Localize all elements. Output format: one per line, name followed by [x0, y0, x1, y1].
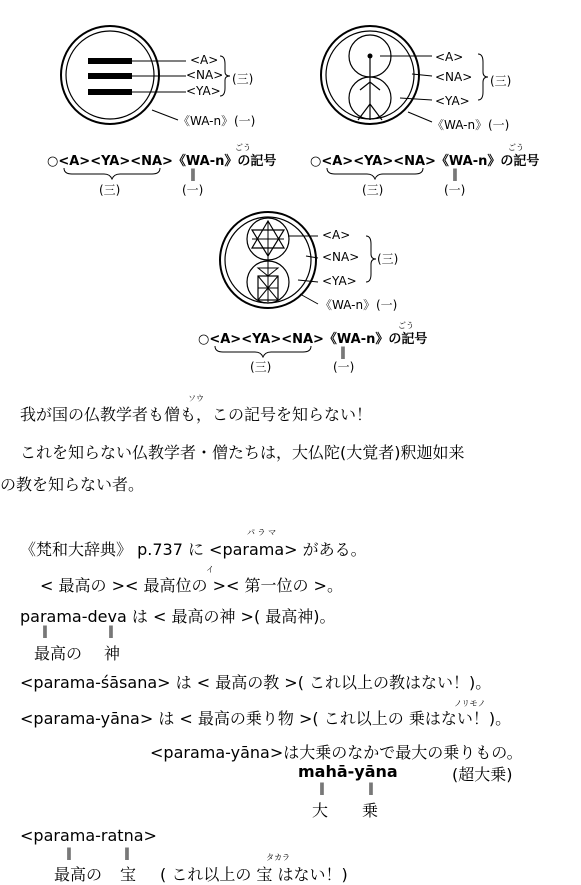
d1-sub-one: (一)	[182, 183, 204, 197]
d1-eq: ‖	[190, 167, 196, 181]
d3-sub-one: (一)	[333, 360, 355, 374]
d3-label-wan: 《WA-n》	[320, 298, 376, 312]
d3-brace	[213, 344, 313, 358]
d1-label-three: (三)	[232, 72, 254, 86]
d3-label-a: <A>	[322, 228, 351, 242]
d2-label-a: <A>	[435, 50, 464, 64]
d2-brace	[325, 166, 425, 180]
deva-line: parama-deva は < 最高の神 >( 最高神)。	[20, 607, 336, 626]
d2-caption: ○<A><YA><NA>《WA-n》の記号	[310, 154, 540, 169]
d3-label-three: (三)	[377, 252, 399, 266]
d2-label-na: <NA>	[435, 70, 473, 84]
deva-gloss2: 神	[104, 644, 121, 663]
d3-label-one: (一)	[376, 298, 398, 312]
deva-eq2: ‖	[108, 624, 114, 638]
super-great-vehicle: (超大乗)	[452, 765, 513, 784]
ratna-line: <parama-ratna>	[20, 826, 157, 845]
ref-line: 《梵和大辞典》 p.737 に <parama> がある。	[20, 540, 367, 559]
d2-caption-ruby: ごう	[508, 143, 524, 152]
ratna-gloss2: 宝	[120, 865, 137, 884]
deva-gloss1: 最高の	[34, 644, 83, 663]
p1-line2: これを知らない仏教学者・僧たちは，大仏陀(大覚者)釈迦如来	[20, 443, 465, 462]
ratna-gloss1: 最高の	[54, 865, 103, 884]
ratna-eq1: ‖	[66, 846, 72, 860]
d3-label-ya: <YA>	[322, 274, 357, 288]
d1-label-one: (一)	[234, 114, 256, 128]
maha-eq: ‖	[319, 781, 325, 795]
ref-ruby: パ ラ マ	[247, 528, 277, 537]
d3-eq: ‖	[340, 345, 346, 359]
d1-label-a: <A>	[190, 53, 219, 67]
yana-eq: ‖	[368, 781, 374, 795]
bar-a	[88, 58, 132, 64]
ratna-eq2: ‖	[124, 846, 130, 860]
d2-label-ya: <YA>	[435, 94, 470, 108]
d1-label-wan: 《WA-n》	[178, 114, 234, 128]
d1-caption-ruby: ごう	[235, 143, 251, 152]
yana-ruby2: ノリモノ	[454, 699, 486, 708]
d3-label-na: <NA>	[322, 250, 360, 264]
p1-ruby-sou: ソウ	[188, 394, 204, 403]
d2-label-wan: 《WA-n》	[432, 118, 488, 132]
ratna-ruby: タカラ	[266, 853, 290, 862]
d3-caption: ○<A><YA><NA>《WA-n》の記号	[198, 332, 428, 347]
meaning-ruby: イ	[206, 565, 214, 574]
yana-line: <parama-yāna> は < 最高の乗り物 >( これ以上の 乗はない！)。	[20, 709, 512, 728]
d3-caption-ruby: ごう	[398, 321, 414, 330]
d1-label-ya: <YA>	[186, 84, 221, 98]
d2-label-three: (三)	[490, 74, 512, 88]
p1-line1: 我が国の仏教学者も僧も，この記号を知らない！	[20, 405, 373, 424]
d1-label-na: <NA>	[186, 68, 224, 82]
d1-brace	[62, 166, 162, 180]
maha-gloss: 大	[312, 801, 329, 820]
mahayana: mahā-yāna	[298, 762, 398, 781]
ratna-rest: ( これ以上の 宝 はない！)	[160, 865, 348, 884]
sasana-line: <parama-śāsana> は < 最高の教 >( これ以上の教はない！)。	[20, 673, 492, 692]
bar-ya	[88, 89, 132, 95]
d1-sub-three: (三)	[99, 183, 121, 197]
d2-sub-one: (一)	[444, 183, 466, 197]
d2-eq: ‖	[452, 167, 458, 181]
d2-label-one: (一)	[488, 118, 510, 132]
d2-sub-three: (三)	[362, 183, 384, 197]
yana-gloss: 乗	[362, 801, 379, 820]
d1-caption: ○<A><YA><NA>《WA-n》の記号	[47, 154, 277, 169]
deva-eq1: ‖	[42, 624, 48, 638]
yana-line2: <parama-yāna>は大乗のなかで最大の乗りもの。	[150, 743, 523, 762]
meaning-line: < 最高の >< 最高位の >< 第一位の >。	[40, 576, 343, 595]
p1-line3: の教を知らない者。	[0, 475, 145, 494]
bar-na	[88, 73, 132, 79]
d3-sub-three: (三)	[250, 360, 272, 374]
